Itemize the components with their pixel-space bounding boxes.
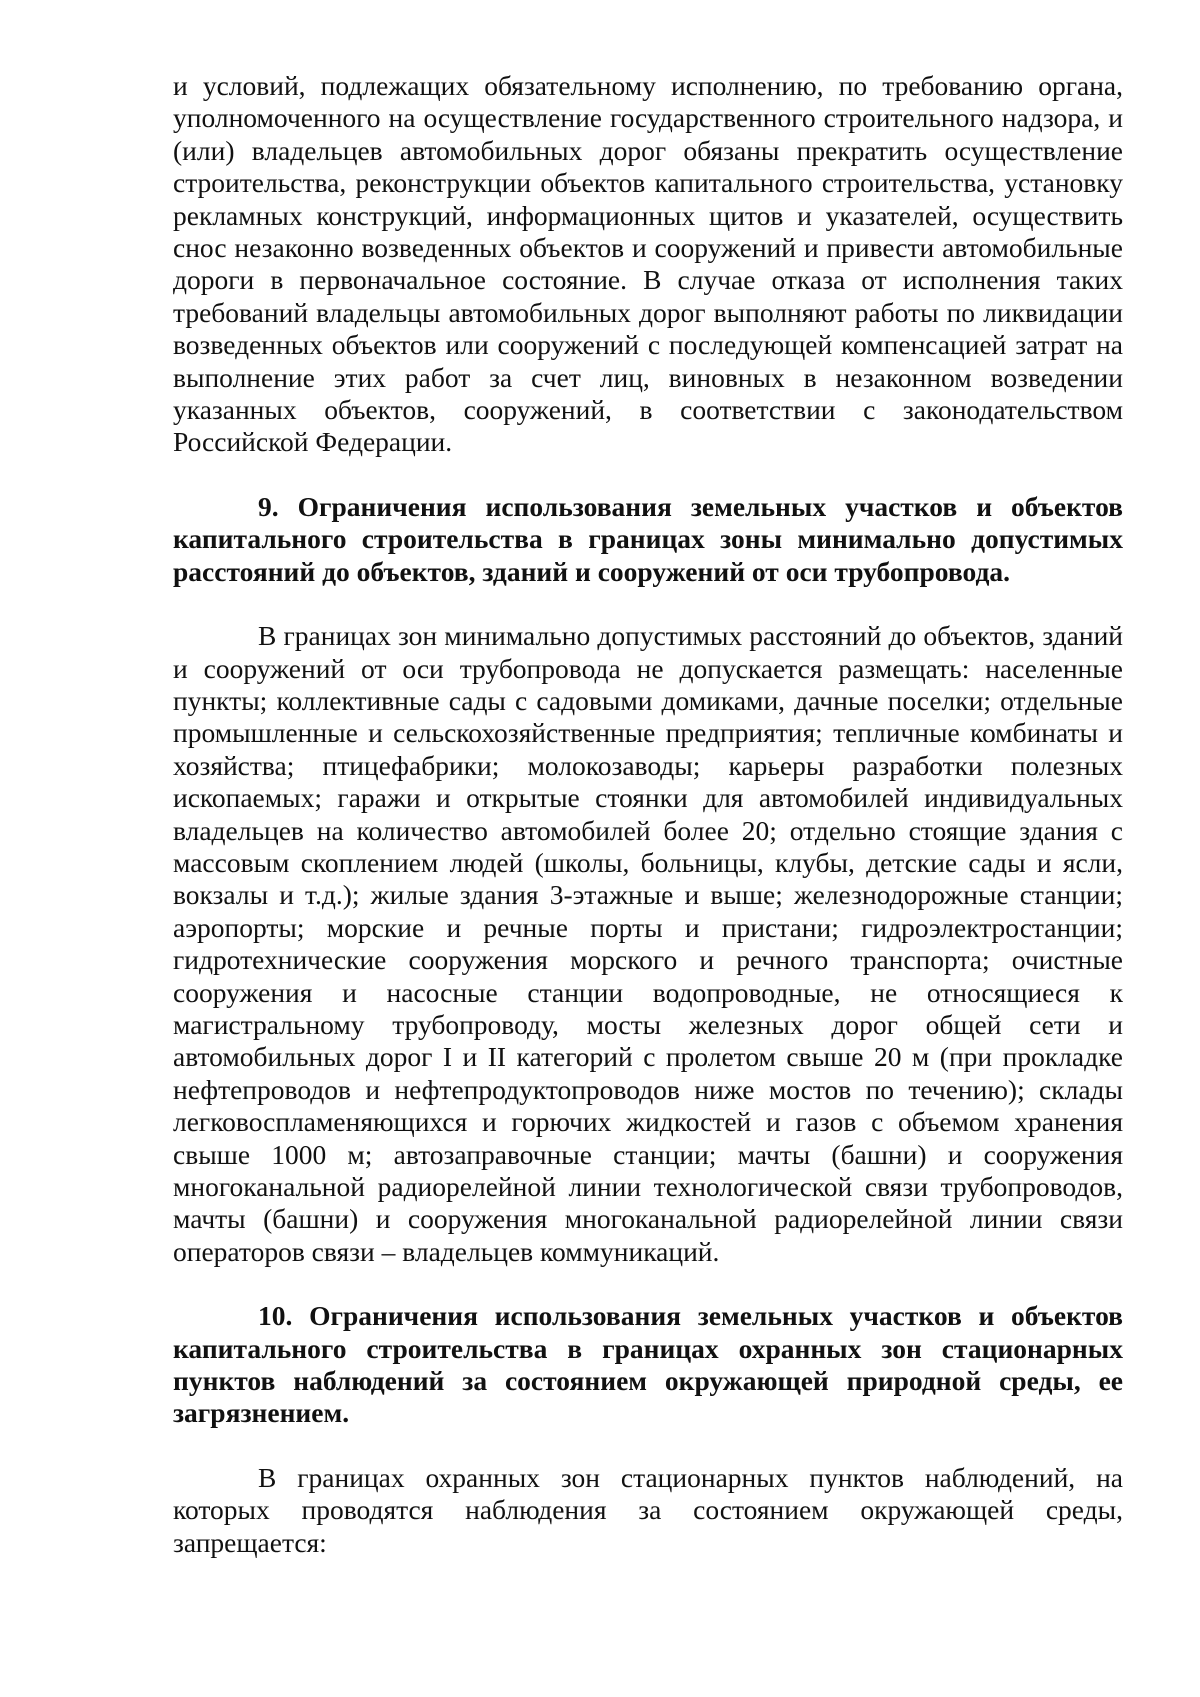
- document-page: [173, 70, 1123, 1559]
- section-heading-9: 9. Ограничения использования земельных участков и объектов капитального строительства в границах зоны минимально допустимых расстояний до объектов, зданий и сооружений от оси трубопровода.: [173, 490, 1123, 587]
- paragraph-road-owners-obligations: и условий, подлежащих обязательному исполнению, по требованию органа, уполномоченного на осуществление государственного строительного надзора, и (или) владельцев автомобильных дорог обязаны прекратить осуществление строительства, реконструкции объектов капитального строительства, установку рекламных конструкций, информационных щитов и указателей, осуществить снос незаконно возведенных объектов и сооружений и привести автомобильные дороги в первоначальное состояние. В случае отказа от исполнения таких требований владельцы автомобильных дорог выполняют работы по ликвидации возведенных объектов или сооружений с последующей компенсацией затрат на выполнение этих работ за счет лиц, виновных в незаконном возведении указанных объектов, сооружений, в соответствии с законодательством Российской Федерации.: [173, 70, 1123, 458]
- paragraph-observation-points-restrictions: В границах охранных зон стационарных пунктов наблюдений, на которых проводятся наблюдения за состоянием окружающей среды, запрещается:: [173, 1461, 1123, 1558]
- section-heading-10: 10. Ограничения использования земельных участков и объектов капитального строительства в границах охранных зон стационарных пунктов наблюдений за состоянием окружающей природной среды, ее загрязнением.: [173, 1300, 1123, 1429]
- paragraph-pipeline-distance-restrictions: В границах зон минимально допустимых расстояний до объектов, зданий и сооружений от оси трубопровода не допускается размещать: населенные пункты; коллективные сады с садовыми домиками, дачные поселки; отдельные промышленные и сельскохозяйственные предприятия; тепличные комбинаты и хозяйства; птицефабрики; молокозаводы; карьеры разработки полезных ископаемых; гаражи и открытые стоянки для автомобилей индивидуальных владельцев на количество автомобилей более 20; отдельно стоящие здания с массовым скоплением людей (школы, больницы, клубы, детские сады и ясли, вокзалы и т.д.); жилые здания 3-этажные и выше; железнодорожные станции; аэропорты; морские и речные порты и пристани; гидроэлектростанции; гидротехнические сооружения морского и речного транспорта; очистные сооружения и насосные станции водопроводные, не относящиеся к магистральному трубопроводу, мосты железных дорог общей сети и автомобильных дорог I и II категорий с пролетом свыше 20 м (при прокладке нефтепроводов и нефтепродуктопроводов ниже мостов по течению); склады легковоспламеняющихся и горючих жидкостей и газов с объемом хранения свыше 1000 м; автозаправочные станции; мачты (башни) и сооружения многоканальной радиорелейной линии технологической связи трубопроводов, мачты (башни) и сооружения многоканальной радиорелейной линии связи операторов связи – владельцев коммуникаций.: [173, 620, 1123, 1267]
